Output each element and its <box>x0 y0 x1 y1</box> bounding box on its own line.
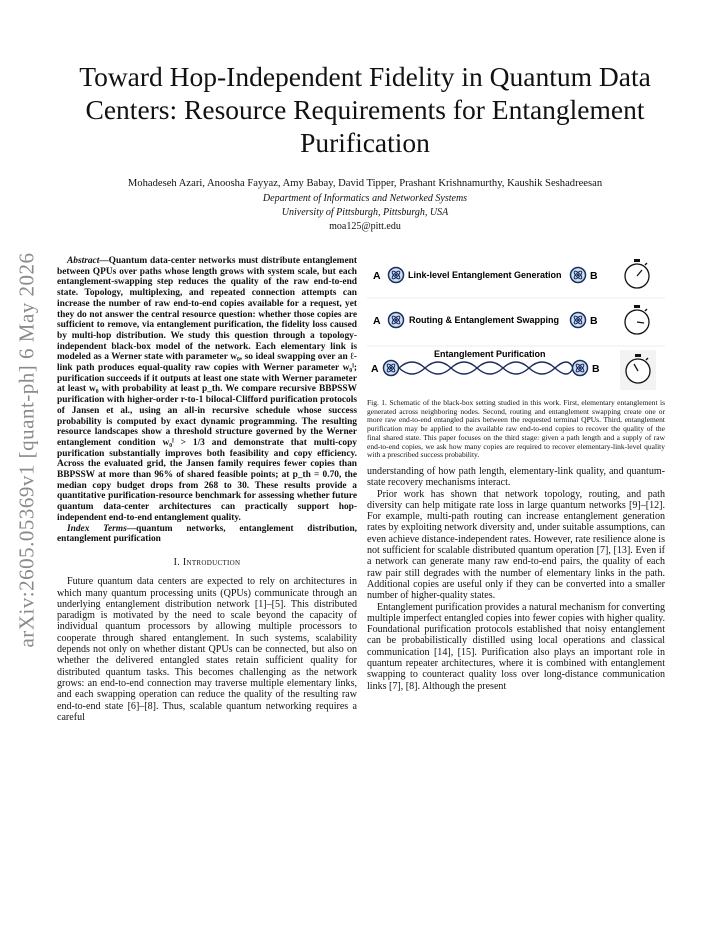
node-a-label: A <box>373 315 381 327</box>
row2-label: Routing & Entanglement Swapping <box>409 315 559 325</box>
atom-icon <box>389 268 404 283</box>
arxiv-identifier[interactable]: arXiv:2605.05369v1 [quant-ph] 6 May 2026 <box>14 252 39 648</box>
arxiv-sidebar <box>4 240 50 660</box>
atom-icon <box>389 313 404 328</box>
node-a-label: A <box>373 270 381 282</box>
atom-icon <box>571 268 586 283</box>
stopwatch-icon <box>625 259 649 288</box>
author-list: Mohadeseh Azari, Anoosha Fayyaz, Amy Babay, David Tipper, Prashant Krishnamurthy, Kaushik Seshadreesan <box>127 178 603 189</box>
affiliation-department: Department of Informatics and Networked Systems <box>262 193 468 204</box>
figure-row-routing-swapping <box>373 305 649 334</box>
section-heading-introduction: I. Introduction <box>173 556 241 568</box>
right-column <box>367 466 665 692</box>
intro-paragraph-2: Prior work has shown that network topology, routing, and path diversity can help mitigate rate loss in large quantum networks [9]–[12]. For example, multi-path routing can increase entanglement generation rates by exploiting network diversity and, under suitable assumptions, can even achieve distance-independent rates. However, rate resilience alone is not sufficient for scalable distributed quantum operation [7], [13]. Even if a network can generate many raw end-to-end pairs, the quality of each raw pair still degrades with the number of elementary links in the path. Additional copies are useful only if they can be converted into a smaller number of higher-quality states. <box>367 488 665 602</box>
figure-row-purification <box>371 349 656 390</box>
author-email[interactable]: moa125@pitt.edu <box>329 221 401 232</box>
atom-icon <box>384 361 399 376</box>
left-column <box>57 256 357 723</box>
abstract-lead: Abstract <box>67 256 100 266</box>
abstract <box>57 256 357 524</box>
row3-title: Entanglement Purification <box>434 349 546 359</box>
node-b-label: B <box>590 315 598 327</box>
figure-1-caption: Fig. 1. Schematic of the black-box setting studied in this work. First, elementary entanglement is generated across neighboring nodes. Second, routing and entanglement swapping create one or more raw end-to-end entangled pairs between the requested terminal QPUs. Third, entanglement purification may be applied to the available raw end-to-end copies to recover the quality of the final shared state. This paper focuses on the third stage: given a path length and a supply of raw end-to-end copies, we ask how many copies are required to recover elementary-link-level quality with a prescribed success probability. <box>367 398 665 460</box>
figure-1-schematic <box>367 252 665 394</box>
node-b-label: B <box>590 270 598 282</box>
atom-icon <box>571 313 586 328</box>
intro-paragraph-3: Entanglement purification provides a natural mechanism for converting multiple imperfect entangled copies into fewer copies with higher quality. Foundational purification protocols established that noisy entanglement can be probabilistically distilled using local operations and classical communication [14], [15]. Purification also plays an important role in quantum repeater architectures, where it is combined with entanglement swapping to counteract quality loss over long-distance communication links [7], [8]. Although the present <box>367 601 665 692</box>
stopwatch-icon <box>625 305 649 334</box>
intro-paragraph-1: Future quantum data centers are expected to rely on architectures in which many quantum processing units (QPUs) communicate through an underlying entanglement distribution network [1]–[5]. This distributed paradigm is motivated by the need to scale beyond the capacity of individual quantum processors by allowing multiple processors to cooperate through shared entanglement. In such systems, scalability depends not only on whether distant QPUs can be connected, but also on whether the delivered entangled states retain sufficient quality for distributed quantum tasks. This becomes challenging as the network grows: an end-to-end connection may traverse multiple elementary links, and each swapping operation can reduce the quality of the resulting raw end-to-end state [6]–[8]. Thus, scalable quantum networking requires a careful <box>57 576 357 723</box>
affiliation-university: University of Pittsburgh, Pittsburgh, USA <box>281 207 449 218</box>
atom-icon <box>573 361 588 376</box>
node-b-label: B <box>592 363 600 375</box>
index-terms-lead: Index Terms <box>67 523 127 534</box>
node-a-label: A <box>371 363 379 375</box>
index-terms-text: —quantum networks, entanglement distribution, entanglement purification <box>57 523 358 545</box>
row1-label: Link-level Entanglement Generation <box>408 270 562 280</box>
intro-paragraph-continued: understanding of how path length, elementary-link quality, and quantum-state recovery mechanisms interact. <box>367 466 665 489</box>
index-terms <box>57 524 357 545</box>
figure-row-link-generation <box>373 259 649 288</box>
wavy-link-icon <box>399 362 573 374</box>
abstract-text: —Quantum data-center networks must distribute entanglement between QPUs over paths whose length grows with system scale, but each entanglement-swapping step reduces the quality of the raw end-to-end state. Topology, multiplexing, and repeated connection attempts can increase the number of raw end-to-end copies available for a request, yet they do not answer the central resource question: whether those copies are sufficient to remove, via entanglement purification, the fidelity loss caused by multi-hop distribution. We study this question through a topology-independent black-box model of the network. Each elementary link is modeled as a Werner state with parameter w₀, so ideal swapping over an ℓ-link path produces equal-quality raw copies with Werner parameter w₀ˡ; purification succeeds if it outputs at least one state with Werner parameter at least w₀ with probability at least p_th. We compare recursive BBPSSW purification with higher-order r-to-1 bilocal-Clifford purification protocols of Jansen et al., using an all-in recursive schedule whose success probability is computed by exact dynamic programming. The resulting resource landscapes show a threshold structure governed by the Werner entanglement condition w₀ˡ > 1/3 and demonstrate that multi-copy purification substantially improves both feasibility and copy efficiency. Across the evaluated grid, the Jansen family requires fewer copies than BBPSSW at more than 96% of shared feasible points; at p_th = 0.70, the median copy budget drops from 268 to 30. These results provide a quantitative purification-resource benchmark for assessing whether future quantum data-center architectures can practically support hop-independent end-to-end entanglement quality. <box>57 256 357 523</box>
paper-title: Toward Hop-Independent Fidelity in Quantum Data Centers: Resource Requirements for Entanglement Purification <box>79 61 651 158</box>
